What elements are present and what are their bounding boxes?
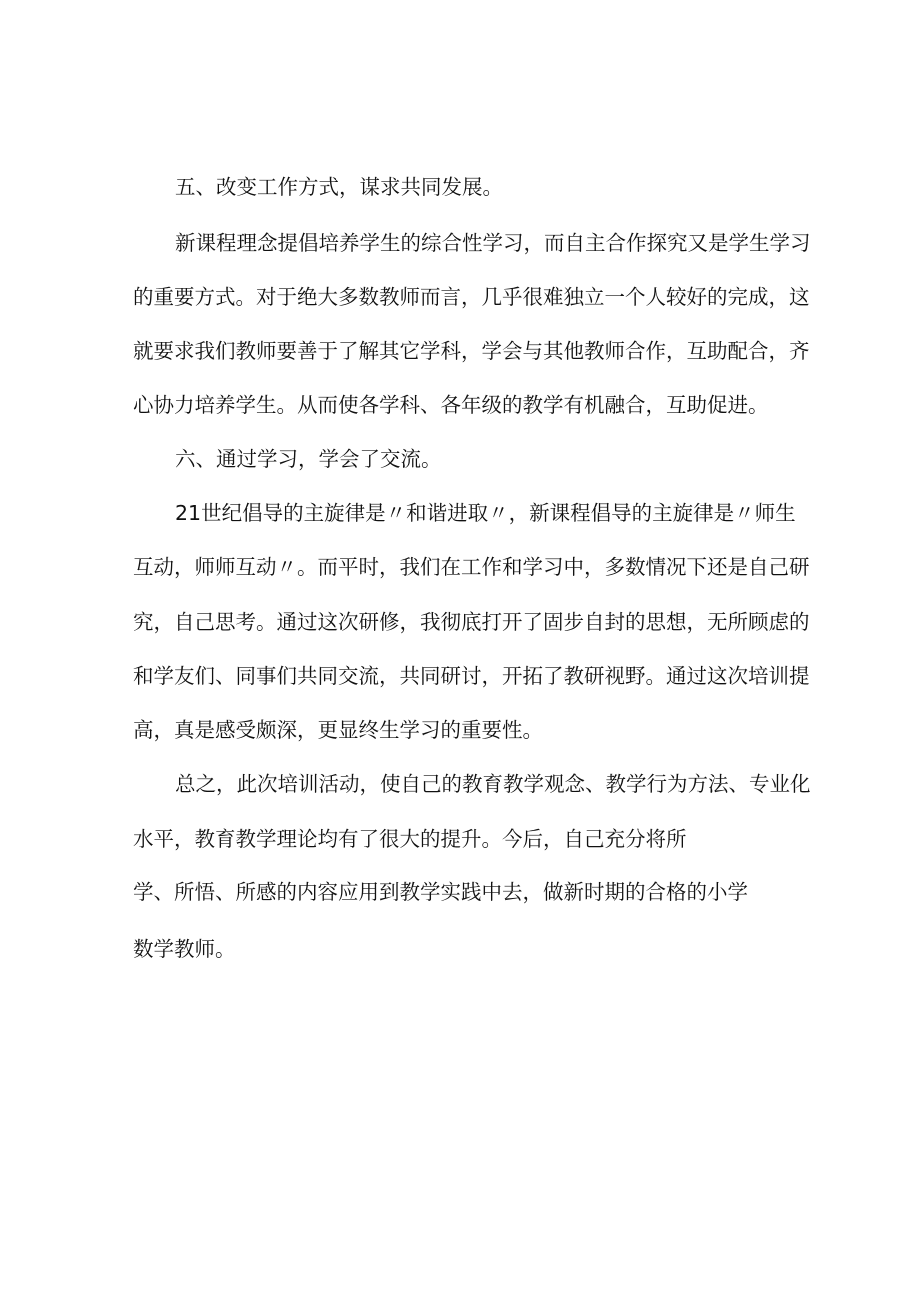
paragraph-line: 心协力培养学生。从而使各学科、各年级的教学有机融合，互助促进。 bbox=[133, 393, 769, 417]
paragraph-line: 21世纪倡导的主旋律是〃和谐进取〃，新课程倡导的主旋律是〃师生 bbox=[175, 501, 796, 525]
paragraph-line: 究，自己思考。通过这次研修，我彻底打开了固步自封的思想，无所顾虑的 bbox=[133, 610, 810, 634]
section-heading-6: 六、通过学习，学会了交流。 bbox=[175, 447, 442, 471]
paragraph-line: 互动，师师互动〃。而平时，我们在工作和学习中，多数情况下还是自己研 bbox=[133, 555, 810, 579]
paragraph-line: 新课程理念提倡培养学生的综合性学习，而自主合作探究又是学生学习 bbox=[175, 231, 811, 255]
paragraph-line: 高，真是感受颇深，更显终生学习的重要性。 bbox=[133, 718, 543, 742]
conclusion-line: 水平，教育教学理论均有了很大的提升。今后，自己充分将所 bbox=[133, 827, 687, 851]
paragraph-line: 的重要方式。对于绝大多数教师而言，几乎很难独立一个人较好的完成，这 bbox=[133, 285, 810, 309]
section-heading-5: 五、改变工作方式，谋求共同发展。 bbox=[175, 175, 503, 199]
paragraph-line: 和学友们、同事们共同交流，共同研讨，开拓了教研视野。通过这次培训提 bbox=[133, 664, 810, 688]
conclusion-line: 学、所悟、所感的内容应用到教学实践中去，做新时期的合格的小学 bbox=[133, 880, 748, 904]
conclusion-line: 总之，此次培训活动，使自己的教育教学观念、教学行为方法、专业化 bbox=[175, 772, 811, 796]
paragraph-line: 就要求我们教师要善于了解其它学科，学会与其他教师合作，互助配合，齐 bbox=[133, 339, 810, 363]
conclusion-line: 数学教师。 bbox=[133, 937, 236, 961]
